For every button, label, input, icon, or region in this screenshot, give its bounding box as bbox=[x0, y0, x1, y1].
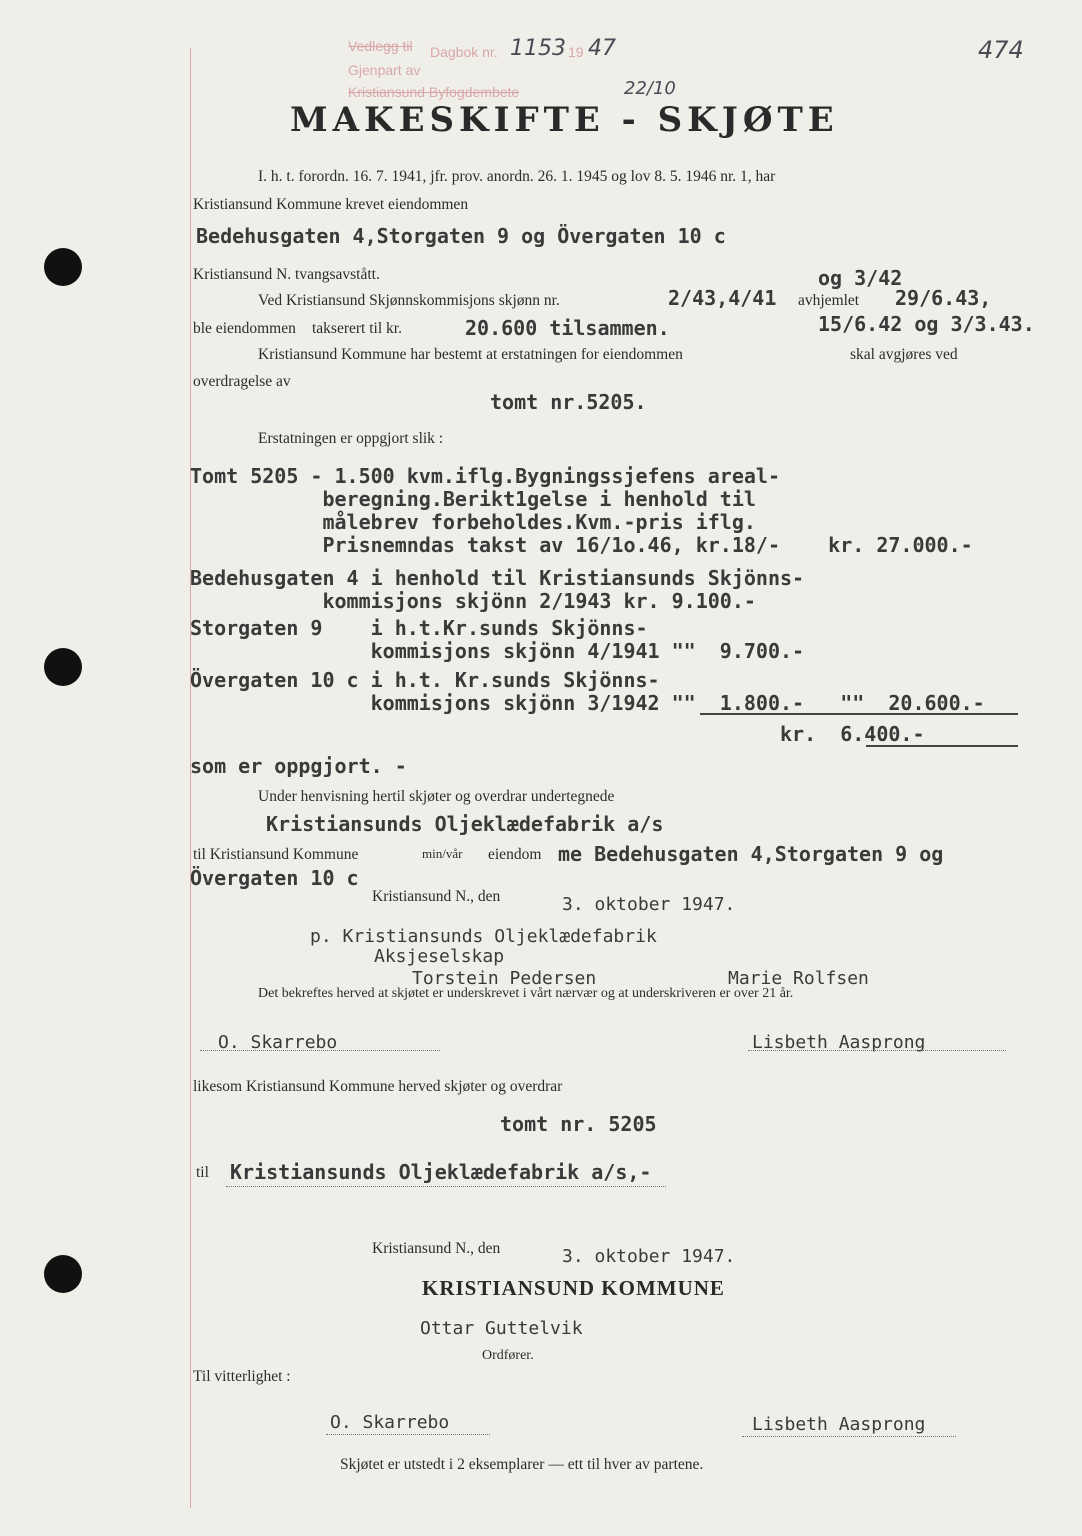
counter-til: til bbox=[196, 1164, 209, 1181]
erstatning-line: Övergaten 10 c i h.t. Kr.sunds Skjönns- bbox=[190, 668, 660, 692]
document-title: MAKESKIFTE - SKJØTE bbox=[290, 100, 839, 140]
transfer-date: 3. oktober 1947. bbox=[562, 894, 736, 915]
transfer-place: Kristiansund N., den bbox=[372, 888, 501, 905]
transfer-line2c: eiendom bbox=[488, 846, 542, 863]
counter-date: 3. oktober 1947. bbox=[562, 1246, 736, 1267]
intro-line7: overdragelse av bbox=[193, 373, 291, 390]
intro-line4: Ved Kristiansund Skjønnskommisjons skjønn nr. bbox=[258, 292, 560, 309]
mayor-title: Ordfører. bbox=[482, 1348, 534, 1363]
witness2: Lisbeth Aasprong bbox=[752, 1032, 926, 1053]
intro-line6: Kristiansund Kommune har bestemt at erstatningen for eiendommen bbox=[258, 346, 683, 363]
intro-line5b: takserert til kr. bbox=[312, 320, 402, 337]
counter-witness2: Lisbeth Aasprong bbox=[752, 1414, 926, 1435]
stamp-byfogdembete: Kristiansund Byfogdembete bbox=[348, 84, 520, 100]
erstatning-line: kommisjons skjönn 3/1942 "" 1.800.- "" 20.600.- bbox=[190, 691, 985, 715]
erstatning-line: Bedehusgaten 4 i henhold til Kristiansunds Skjönns- bbox=[190, 566, 805, 590]
erstatning-line: kr. 6.400.- bbox=[190, 722, 925, 746]
skjonn-number: 2/43,4/41 bbox=[668, 286, 777, 310]
intro-line5a: ble eiendommen bbox=[193, 320, 296, 337]
erstatning-line: målebrev forbeholdes.Kvm.-pris iflg. bbox=[190, 510, 756, 534]
transfer-line1: Under henvisning hertil skjøter og overdrar undertegnede bbox=[258, 788, 615, 805]
property-list: Bedehusgaten 4,Storgaten 9 og Övergaten 10 c bbox=[196, 224, 726, 248]
sum-underline bbox=[700, 713, 1018, 715]
skjonn-date1: 29/6.43, bbox=[895, 286, 992, 310]
erstatning-line: kommisjons skjönn 4/1941 "" 9.700.- bbox=[190, 639, 805, 663]
skjonn-date2: 15/6.42 og 3/3.43. bbox=[818, 312, 1035, 336]
counter-place: Kristiansund N., den bbox=[372, 1240, 501, 1257]
counter-recipient: Kristiansunds Oljeklædefabrik a/s,- bbox=[230, 1160, 652, 1184]
signature-aksjeselskap: Aksjeselskap bbox=[374, 946, 505, 967]
erstatning-line: kommisjons skjönn 2/1943 kr. 9.100.- bbox=[190, 589, 756, 613]
punch-hole bbox=[44, 1255, 82, 1293]
signature-pedersen: Torstein Pedersen bbox=[412, 968, 597, 989]
date-hand: 22/10 bbox=[624, 78, 676, 99]
recipient-line bbox=[226, 1186, 666, 1187]
erstatning-line: Prisnemndas takst av 16/1o.46, kr.18/- kr. 27.000.- bbox=[190, 533, 973, 557]
mayor-name: Ottar Guttelvik bbox=[420, 1318, 583, 1339]
witness-text: Det bekreftes herved at skjøtet er underskrevet i vårt nærvær og at underskriveren er over 21 år. bbox=[258, 986, 794, 1001]
punch-hole bbox=[44, 248, 82, 286]
transfer-line2b: min/vår bbox=[422, 846, 463, 861]
footer-note: Skjøtet er utstedt i 2 eksemplarer — ett til hver av partene. bbox=[340, 1456, 704, 1473]
counter-witness1: O. Skarrebo bbox=[330, 1412, 450, 1433]
erstatning-line: Storgaten 9 i h.t.Kr.sunds Skjönns- bbox=[190, 616, 648, 640]
erstatning-line: som er oppgjort. - bbox=[190, 754, 407, 778]
signature-rolfsen: Marie Rolfsen bbox=[728, 968, 869, 989]
counter-line1: likesom Kristiansund Kommune herved skjøter og overdrar bbox=[193, 1078, 563, 1095]
erstatning-heading: Erstatningen er oppgjort slik : bbox=[258, 430, 444, 447]
company-name: Kristiansunds Oljeklædefabrik a/s bbox=[266, 812, 664, 836]
taksert-amount: 20.600 tilsammen. bbox=[465, 316, 670, 340]
kommune-name: KRISTIANSUND KOMMUNE bbox=[422, 1276, 725, 1300]
intro-line1: I. h. t. forordn. 16. 7. 1941, jfr. prov. anordn. 26. 1. 1945 og lov 8. 5. 1946 nr. 1, har bbox=[258, 168, 776, 185]
witness1: O. Skarrebo bbox=[218, 1032, 338, 1053]
witness-line bbox=[326, 1434, 490, 1435]
dagbok-number: 1153 bbox=[510, 36, 566, 61]
total-underline bbox=[866, 745, 1018, 747]
witness-line bbox=[742, 1436, 956, 1437]
vitterlighet: Til vitterlighet : bbox=[193, 1368, 291, 1385]
signature-company: p. Kristiansunds Oljeklædefabrik bbox=[310, 926, 657, 947]
stamp-dagbok: Dagbok nr. bbox=[430, 44, 498, 60]
intro-avhjemlet: avhjemlet bbox=[798, 292, 860, 309]
stamp-year: 19 bbox=[568, 44, 584, 60]
counter-tomt: tomt nr. 5205 bbox=[500, 1112, 657, 1136]
transfer-line2a: til Kristiansund Kommune bbox=[193, 846, 359, 863]
punch-hole bbox=[44, 648, 82, 686]
skjonn-extra: og 3/42 bbox=[818, 266, 903, 290]
page-number: 474 bbox=[978, 36, 1024, 64]
transfer-properties: me Bedehusgaten 4,Storgaten 9 og bbox=[558, 842, 944, 866]
margin-line bbox=[190, 48, 191, 1508]
transfer-line3: Övergaten 10 c bbox=[190, 866, 359, 890]
year-hand: 47 bbox=[588, 36, 616, 61]
erstatning-line: beregning.Berikt1gelse i henhold til bbox=[190, 487, 756, 511]
intro-line3: Kristiansund N. tvangsavstått. bbox=[193, 266, 380, 283]
intro-line6b: skal avgjøres ved bbox=[850, 346, 958, 363]
stamp-vedlegg: Vedlegg til bbox=[348, 38, 413, 54]
stamp-gjenpart: Gjenpart av bbox=[348, 62, 421, 78]
tomt-number: tomt nr.5205. bbox=[490, 390, 647, 414]
erstatning-line: Tomt 5205 - 1.500 kvm.iflg.Bygningssjefens areal- bbox=[190, 464, 781, 488]
intro-line2: Kristiansund Kommune krevet eiendommen bbox=[193, 196, 469, 213]
